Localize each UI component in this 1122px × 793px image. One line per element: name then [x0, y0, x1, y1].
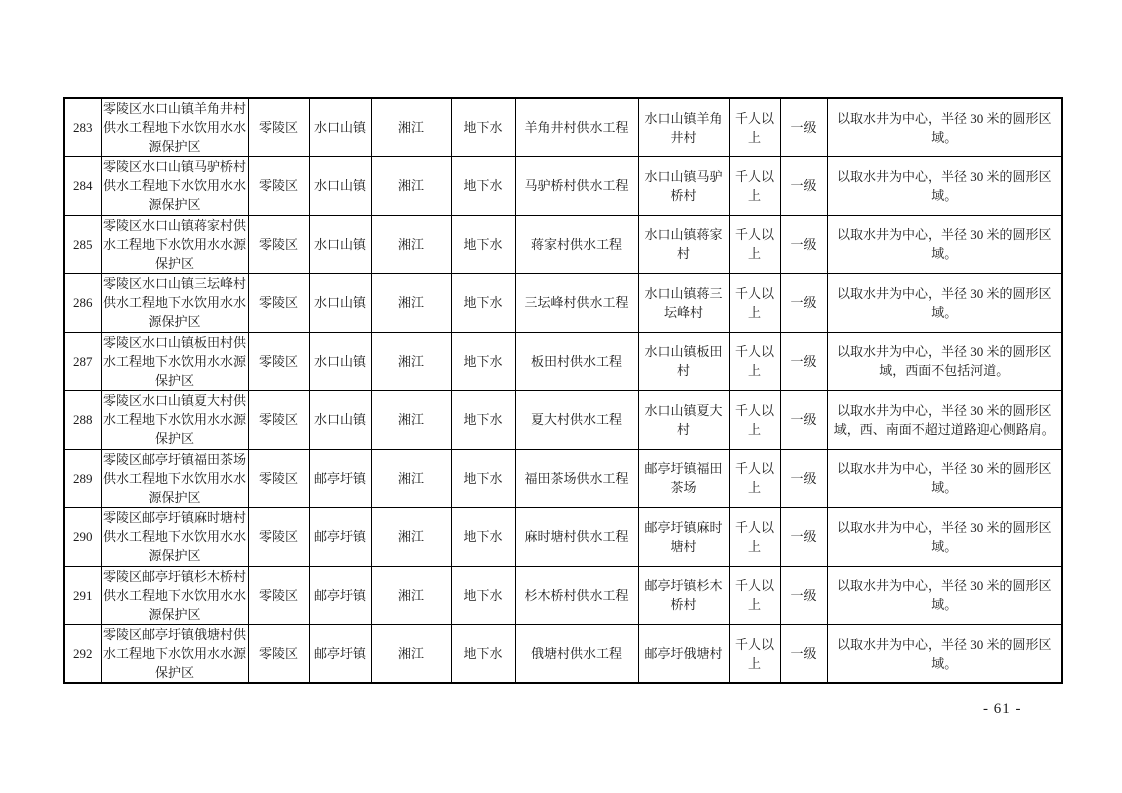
cell-protection_scope: 以取水井为中心，半径 30 米的圆形区域。 — [827, 274, 1062, 333]
cell-population: 千人以上 — [729, 157, 780, 216]
cell-project: 俄塘村供水工程 — [515, 625, 638, 684]
cell-project: 马驴桥村供水工程 — [515, 157, 638, 216]
cell-project: 福田茶场供水工程 — [515, 449, 638, 508]
cell-district: 零陵区 — [248, 157, 309, 216]
cell-water_type: 地下水 — [451, 157, 515, 216]
cell-town: 水口山镇 — [309, 157, 371, 216]
cell-water_type: 地下水 — [451, 566, 515, 625]
cell-water_type: 地下水 — [451, 98, 515, 157]
cell-name: 零陵区邮亭圩镇俄塘村供水工程地下水饮用水水源保护区 — [101, 625, 248, 684]
cell-location: 邮亭圩镇麻时塘村 — [638, 508, 729, 567]
cell-location: 邮亭圩镇福田茶场 — [638, 449, 729, 508]
cell-district: 零陵区 — [248, 215, 309, 274]
cell-name: 零陵区水口山镇马驴桥村供水工程地下水饮用水水源保护区 — [101, 157, 248, 216]
cell-name: 零陵区水口山镇板田村供水工程地下水饮用水水源保护区 — [101, 332, 248, 391]
cell-project: 羊角井村供水工程 — [515, 98, 638, 157]
cell-town: 水口山镇 — [309, 332, 371, 391]
cell-protection_scope: 以取水井为中心，半径 30 米的圆形区域。 — [827, 508, 1062, 567]
cell-water_type: 地下水 — [451, 332, 515, 391]
cell-project: 夏大村供水工程 — [515, 391, 638, 450]
cell-town: 邮亭圩镇 — [309, 566, 371, 625]
cell-basin: 湘江 — [371, 449, 451, 508]
cell-basin: 湘江 — [371, 625, 451, 684]
cell-population: 千人以上 — [729, 508, 780, 567]
cell-no: 284 — [64, 157, 101, 216]
cell-town: 邮亭圩镇 — [309, 508, 371, 567]
cell-protection_scope: 以取水井为中心，半径 30 米的圆形区域。 — [827, 157, 1062, 216]
cell-no: 290 — [64, 508, 101, 567]
cell-level: 一级 — [780, 157, 827, 216]
cell-project: 三坛峰村供水工程 — [515, 274, 638, 333]
cell-district: 零陵区 — [248, 566, 309, 625]
cell-water_type: 地下水 — [451, 274, 515, 333]
cell-population: 千人以上 — [729, 215, 780, 274]
cell-basin: 湘江 — [371, 157, 451, 216]
cell-level: 一级 — [780, 274, 827, 333]
cell-project: 杉木桥村供水工程 — [515, 566, 638, 625]
cell-protection_scope: 以取水井为中心，半径 30 米的圆形区域，西面不包括河道。 — [827, 332, 1062, 391]
cell-location: 邮亭圩镇杉木桥村 — [638, 566, 729, 625]
cell-basin: 湘江 — [371, 274, 451, 333]
cell-no: 285 — [64, 215, 101, 274]
cell-district: 零陵区 — [248, 98, 309, 157]
cell-level: 一级 — [780, 332, 827, 391]
cell-protection_scope: 以取水井为中心，半径 30 米的圆形区域。 — [827, 98, 1062, 157]
table-row — [64, 449, 1062, 508]
cell-protection_scope: 以取水井为中心，半径 30 米的圆形区域。 — [827, 215, 1062, 274]
cell-no: 292 — [64, 625, 101, 684]
table-row — [64, 391, 1062, 450]
cell-project: 板田村供水工程 — [515, 332, 638, 391]
cell-basin: 湘江 — [371, 566, 451, 625]
page-number: - 61 - — [983, 701, 1022, 717]
cell-population: 千人以上 — [729, 449, 780, 508]
cell-name: 零陵区水口山镇蒋家村供水工程地下水饮用水水源保护区 — [101, 215, 248, 274]
table-row — [64, 508, 1062, 567]
cell-town: 邮亭圩镇 — [309, 449, 371, 508]
cell-town: 邮亭圩镇 — [309, 625, 371, 684]
table-row — [64, 157, 1062, 216]
cell-district: 零陵区 — [248, 625, 309, 684]
cell-no: 283 — [64, 98, 101, 157]
cell-location: 水口山镇马驴桥村 — [638, 157, 729, 216]
cell-protection_scope: 以取水井为中心，半径 30 米的圆形区域。 — [827, 566, 1062, 625]
cell-town: 水口山镇 — [309, 274, 371, 333]
cell-location: 水口山镇板田村 — [638, 332, 729, 391]
cell-district: 零陵区 — [248, 274, 309, 333]
cell-water_type: 地下水 — [451, 508, 515, 567]
cell-level: 一级 — [780, 215, 827, 274]
cell-district: 零陵区 — [248, 449, 309, 508]
cell-no: 291 — [64, 566, 101, 625]
cell-name: 零陵区邮亭圩镇麻时塘村供水工程地下水饮用水水源保护区 — [101, 508, 248, 567]
table-row — [64, 332, 1062, 391]
table-row — [64, 566, 1062, 625]
cell-location: 水口山镇蒋家村 — [638, 215, 729, 274]
cell-town: 水口山镇 — [309, 215, 371, 274]
cell-name: 零陵区邮亭圩镇福田茶场供水工程地下水饮用水水源保护区 — [101, 449, 248, 508]
cell-no: 287 — [64, 332, 101, 391]
cell-basin: 湘江 — [371, 98, 451, 157]
cell-location: 水口山镇羊角井村 — [638, 98, 729, 157]
cell-protection_scope: 以取水井为中心，半径 30 米的圆形区域。 — [827, 449, 1062, 508]
cell-location: 水口山镇夏大村 — [638, 391, 729, 450]
cell-level: 一级 — [780, 98, 827, 157]
cell-district: 零陵区 — [248, 508, 309, 567]
cell-population: 千人以上 — [729, 566, 780, 625]
cell-population: 千人以上 — [729, 98, 780, 157]
cell-level: 一级 — [780, 566, 827, 625]
cell-level: 一级 — [780, 508, 827, 567]
cell-location: 邮亭圩俄塘村 — [638, 625, 729, 684]
cell-water_type: 地下水 — [451, 215, 515, 274]
cell-population: 千人以上 — [729, 274, 780, 333]
cell-population: 千人以上 — [729, 625, 780, 684]
table-row — [64, 625, 1062, 684]
cell-level: 一级 — [780, 449, 827, 508]
cell-water_type: 地下水 — [451, 625, 515, 684]
cell-basin: 湘江 — [371, 332, 451, 391]
cell-protection_scope: 以取水井为中心，半径 30 米的圆形区域，西、南面不超过道路迎心侧路肩。 — [827, 391, 1062, 450]
cell-name: 零陵区水口山镇三坛峰村供水工程地下水饮用水水源保护区 — [101, 274, 248, 333]
cell-basin: 湘江 — [371, 215, 451, 274]
cell-basin: 湘江 — [371, 508, 451, 567]
cell-basin: 湘江 — [371, 391, 451, 450]
cell-protection_scope: 以取水井为中心，半径 30 米的圆形区域。 — [827, 625, 1062, 684]
cell-project: 麻时塘村供水工程 — [515, 508, 638, 567]
cell-population: 千人以上 — [729, 391, 780, 450]
cell-no: 288 — [64, 391, 101, 450]
cell-no: 289 — [64, 449, 101, 508]
cell-name: 零陵区邮亭圩镇杉木桥村供水工程地下水饮用水水源保护区 — [101, 566, 248, 625]
water-source-table — [63, 97, 1063, 684]
table-row — [64, 98, 1062, 157]
cell-water_type: 地下水 — [451, 449, 515, 508]
cell-level: 一级 — [780, 391, 827, 450]
cell-district: 零陵区 — [248, 332, 309, 391]
cell-project: 蒋家村供水工程 — [515, 215, 638, 274]
cell-level: 一级 — [780, 625, 827, 684]
table-row — [64, 215, 1062, 274]
cell-district: 零陵区 — [248, 391, 309, 450]
cell-no: 286 — [64, 274, 101, 333]
cell-water_type: 地下水 — [451, 391, 515, 450]
cell-location: 水口山镇蒋三坛峰村 — [638, 274, 729, 333]
table-body — [64, 98, 1062, 683]
cell-name: 零陵区水口山镇夏大村供水工程地下水饮用水水源保护区 — [101, 391, 248, 450]
cell-name: 零陵区水口山镇羊角井村供水工程地下水饮用水水源保护区 — [101, 98, 248, 157]
cell-population: 千人以上 — [729, 332, 780, 391]
cell-town: 水口山镇 — [309, 98, 371, 157]
table-row — [64, 274, 1062, 333]
cell-town: 水口山镇 — [309, 391, 371, 450]
